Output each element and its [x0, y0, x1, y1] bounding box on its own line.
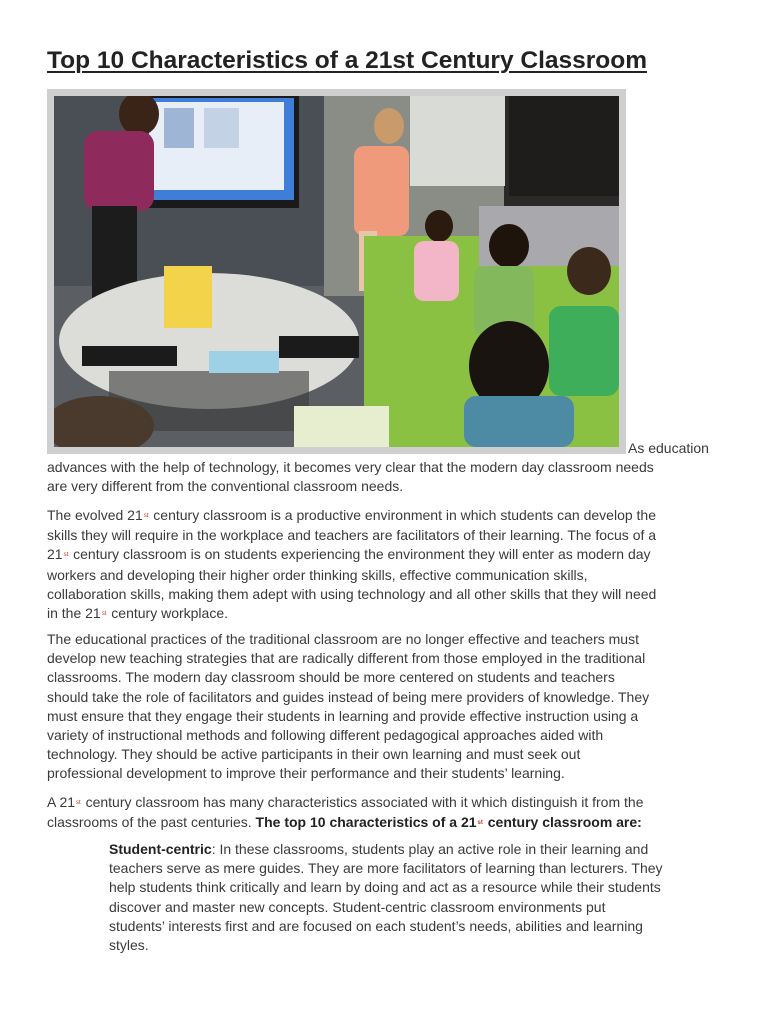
list-item-line — [109, 840, 729, 859]
intro-line: are very different from the conventional classroom needs. — [47, 478, 404, 495]
list-item-line: students’ interests first and are focused on each student’s needs, abilities and learning — [109, 917, 643, 934]
intro-first-words: As education — [628, 440, 709, 456]
paragraph-line: skills they will require in the workplace and teachers are facilitators of their learning. The focus of a — [47, 527, 657, 544]
text-run: 21 — [47, 546, 63, 563]
classroom-photo-illustration — [54, 96, 619, 447]
paragraph-educational-practices — [47, 630, 727, 784]
text-run: The evolved 21 — [47, 507, 143, 523]
st-superscript: st — [143, 513, 149, 519]
list-item-term: Student-centric — [109, 841, 212, 857]
list-item-line: help students think critically and learn by doing and act as a resource while their students — [109, 879, 661, 896]
st-superscript: st — [101, 611, 107, 618]
text-run: : In these classrooms, students play an active role in their learning and — [211, 841, 649, 857]
text-run: century classroom has many characteristics associated with it which distinguish it from the — [81, 794, 644, 810]
paragraph-characteristics-intro — [47, 793, 727, 833]
st-superscript: st — [76, 800, 81, 806]
paragraph-line: must ensure that they engage their students in learning and provide effective instruction using a — [47, 707, 639, 724]
text-run: The top 10 characteristics of a 21 — [255, 814, 477, 831]
paragraph-line: develop new teaching strategies that are radically different from those employed in the traditional — [47, 650, 646, 667]
paragraph-line: should take the role of facilitators and guides instead of being mere providers of knowledge. They — [47, 688, 650, 705]
text-run: A 21 — [47, 794, 76, 810]
paragraph-line: workers and developing their higher order thinking skills, effective communication skills, — [47, 566, 588, 583]
paragraph-line — [47, 813, 727, 833]
paragraph-line — [47, 793, 727, 813]
paragraph-evolved-classroom — [47, 506, 727, 624]
paragraph-line: The educational practices of the traditional classroom are no longer effective and teachers must — [47, 631, 639, 647]
paragraph-line: classrooms. The modern day classroom should be more centered on students and teachers — [47, 669, 615, 686]
intro-paragraph — [47, 458, 727, 496]
text-run: century workplace. — [107, 605, 228, 622]
list-item-line: discover and master new concepts. Student-centric classroom environments put — [109, 898, 606, 915]
list-item-line: styles. — [109, 937, 149, 954]
paragraph-line: collaboration skills, making them adept with using technology and all other skills that they will need — [47, 585, 657, 602]
paragraph-line — [47, 545, 727, 565]
intro-line: advances with the help of technology, it becomes very clear that the modern day classroom needs — [47, 459, 654, 475]
text-run: century classroom is on students experiencing the environment they will enter as modern day — [69, 546, 651, 563]
paragraph-line: technology. They should be active participants in their own learning and must seek out — [47, 746, 581, 763]
text-run: in the 21 — [47, 605, 101, 622]
paragraph-line — [47, 506, 727, 526]
paragraph-line: professional development to improve their performance and their students’ learning. — [47, 765, 565, 782]
text-run: century classroom are: — [483, 814, 642, 831]
st-superscript: st — [63, 552, 69, 559]
bold-text-run — [256, 814, 642, 830]
text-run: century classroom is a productive environment in which students can develop the — [149, 507, 657, 523]
paragraph-line: variety of instructional methods and following different pedagogical approaches aided with — [47, 727, 604, 744]
page-title: Top 10 Characteristics of a 21st Century Classroom — [47, 47, 647, 74]
paragraph-line — [47, 604, 727, 624]
text-run: classrooms of the past centuries. — [47, 814, 256, 831]
list-item-student-centric — [109, 840, 729, 955]
st-superscript: st — [477, 820, 483, 827]
list-item-line: teachers serve as mere guides. They are more facilitators of learning than lecturers. They — [109, 860, 663, 877]
classroom-photo — [47, 89, 626, 454]
